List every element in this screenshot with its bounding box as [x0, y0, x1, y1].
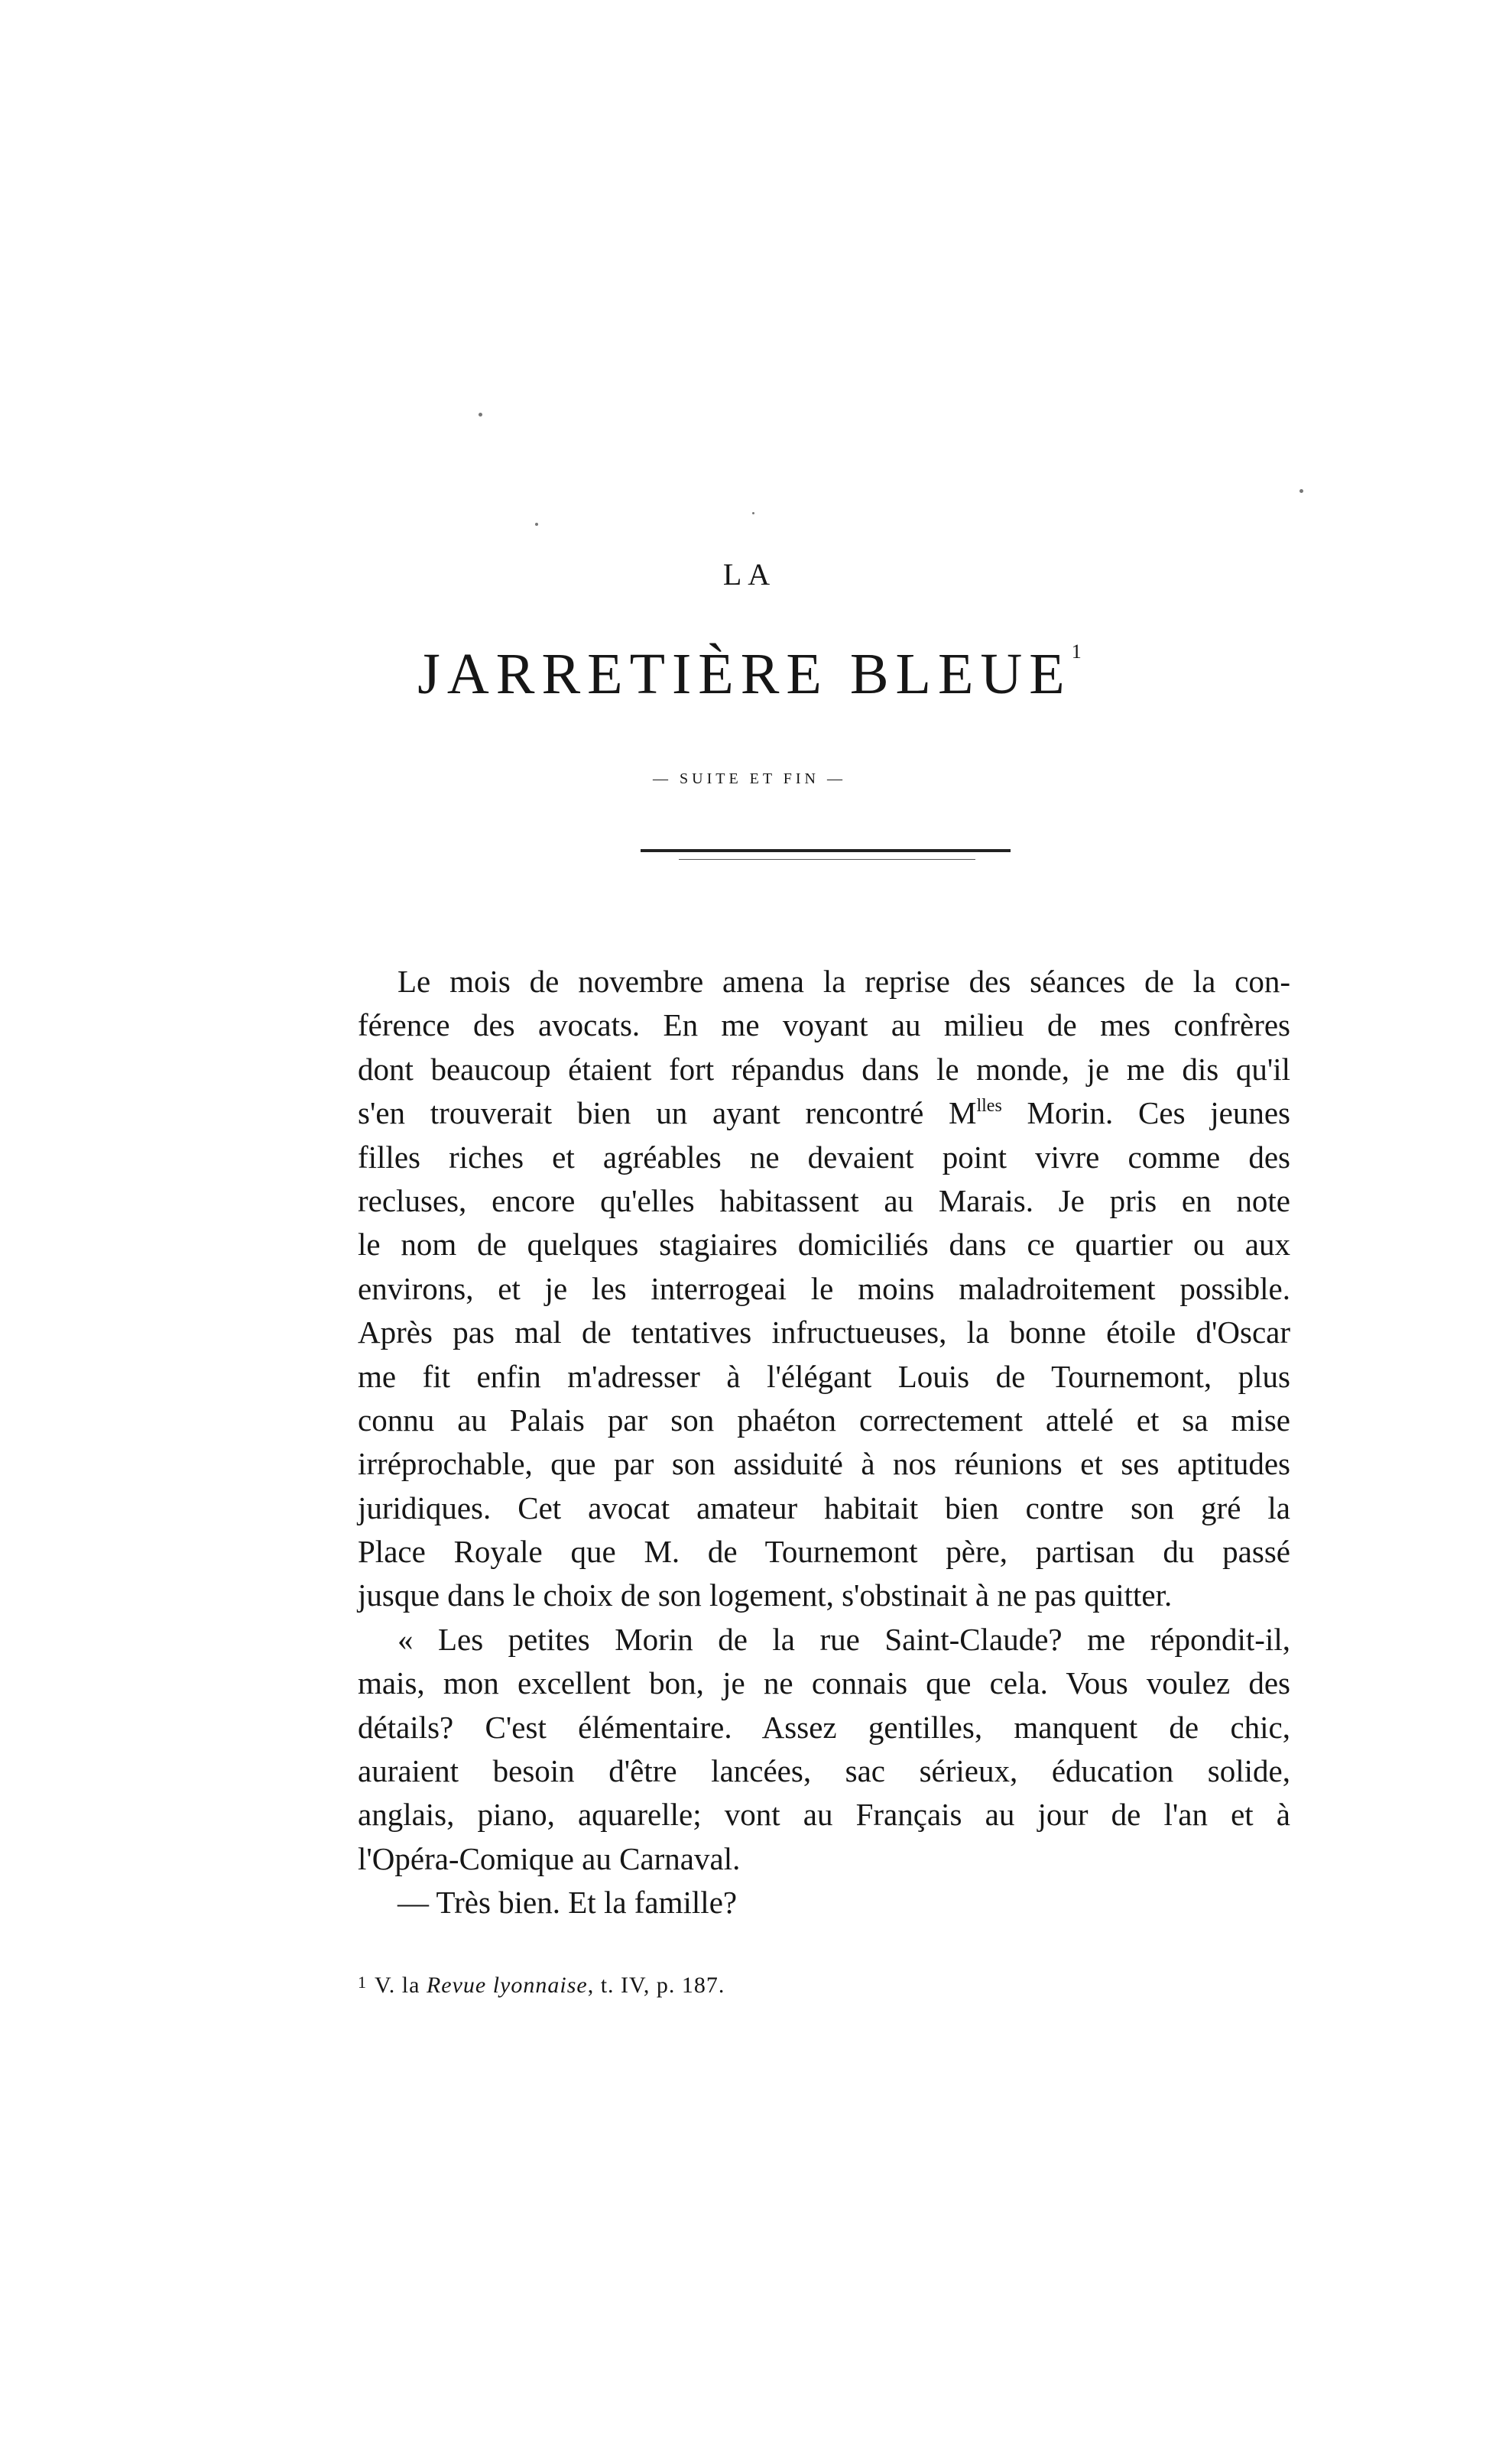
text-line: s'en trouverait bien un ayant rencontré $M^{lles}$ Morin. Ces jeunes	[358, 1095, 1290, 1131]
footnote-prefix: V. la	[375, 1973, 420, 1998]
text-line: dont beaucoup étaient fort répandus dans le monde, je me dis qu'il	[358, 1051, 1290, 1087]
text-line: « Les petites Morin de la rue Saint-Claude? me répondit-il,	[397, 1621, 1290, 1657]
text-line: Après pas mal de tentatives infructueuses, la bonne étoile d'Oscar	[358, 1315, 1290, 1350]
chapter-title	[0, 640, 1499, 708]
body-text	[358, 960, 1290, 1925]
scan-speck	[479, 413, 482, 417]
chapter-title-text: JARRETIÈRE BLEUE	[417, 642, 1072, 706]
superscript-abbrev: lles	[976, 1096, 1002, 1117]
text-line: férence des avocats. En me voyant au milieu de mes confrères	[358, 1007, 1290, 1043]
text-line: connu au Palais par son phaéton correctement attelé et sa mise	[358, 1402, 1290, 1438]
text-line: Le mois de novembre amena la reprise des séances de la con-	[397, 964, 1290, 999]
scan-speck	[535, 523, 538, 526]
text-line: Place Royale que M. de Tournemont père, partisan du passé	[358, 1534, 1290, 1570]
text-line: anglais, piano, aquarelle; vont au Français au jour de l'an et à	[358, 1797, 1290, 1833]
scan-speck	[1299, 489, 1303, 493]
title-footnote-marker: 1	[1071, 640, 1082, 663]
title-kicker: LA	[722, 557, 777, 592]
footnote-journal: Revue lyonnaise	[426, 1973, 588, 1998]
scan-speck	[752, 512, 754, 514]
text-line: l'Opéra-Comique au Carnaval.	[358, 1840, 741, 1876]
text-line: irréprochable, que par son assiduité à nos réunions et ses aptitudes	[358, 1446, 1290, 1482]
text-line: auraient besoin d'être lancées, sac sérieux, éducation solide,	[358, 1753, 1290, 1789]
text-line: environs, et je les interrogeai le moins maladroitement possible.	[358, 1270, 1290, 1306]
text-line: le nom de quelques stagiaires domiciliés dans ce quartier ou aux	[358, 1227, 1290, 1263]
footnote	[358, 1973, 725, 1999]
footnote-suffix: , t. IV, p. 187.	[587, 1973, 725, 1998]
title-rule-thin	[679, 859, 975, 860]
chapter-subtitle: — SUITE ET FIN —	[653, 770, 846, 787]
text-line: mais, mon excellent bon, je ne connais que cela. Vous voulez des	[358, 1665, 1290, 1701]
text-line: filles riches et agréables ne devaient point vivre comme des	[358, 1139, 1290, 1175]
footnote-number: 1	[358, 1973, 367, 1992]
text-line: recluses, encore qu'elles habitassent au Marais. Je pris en note	[358, 1182, 1290, 1218]
text-line: me fit enfin m'adresser à l'élégant Louis de Tournemont, plus	[358, 1358, 1290, 1394]
text-line: jusque dans le choix de son logement, s'obstinait à ne pas quitter.	[358, 1577, 1173, 1613]
text-line: détails? C'est élémentaire. Assez gentilles, manquent de chic,	[358, 1709, 1290, 1745]
text-line: — Très bien. Et la famille?	[397, 1885, 738, 1921]
title-rule	[641, 849, 1011, 852]
text-line: juridiques. Cet avocat amateur habitait bien contre son gré la	[358, 1490, 1290, 1525]
